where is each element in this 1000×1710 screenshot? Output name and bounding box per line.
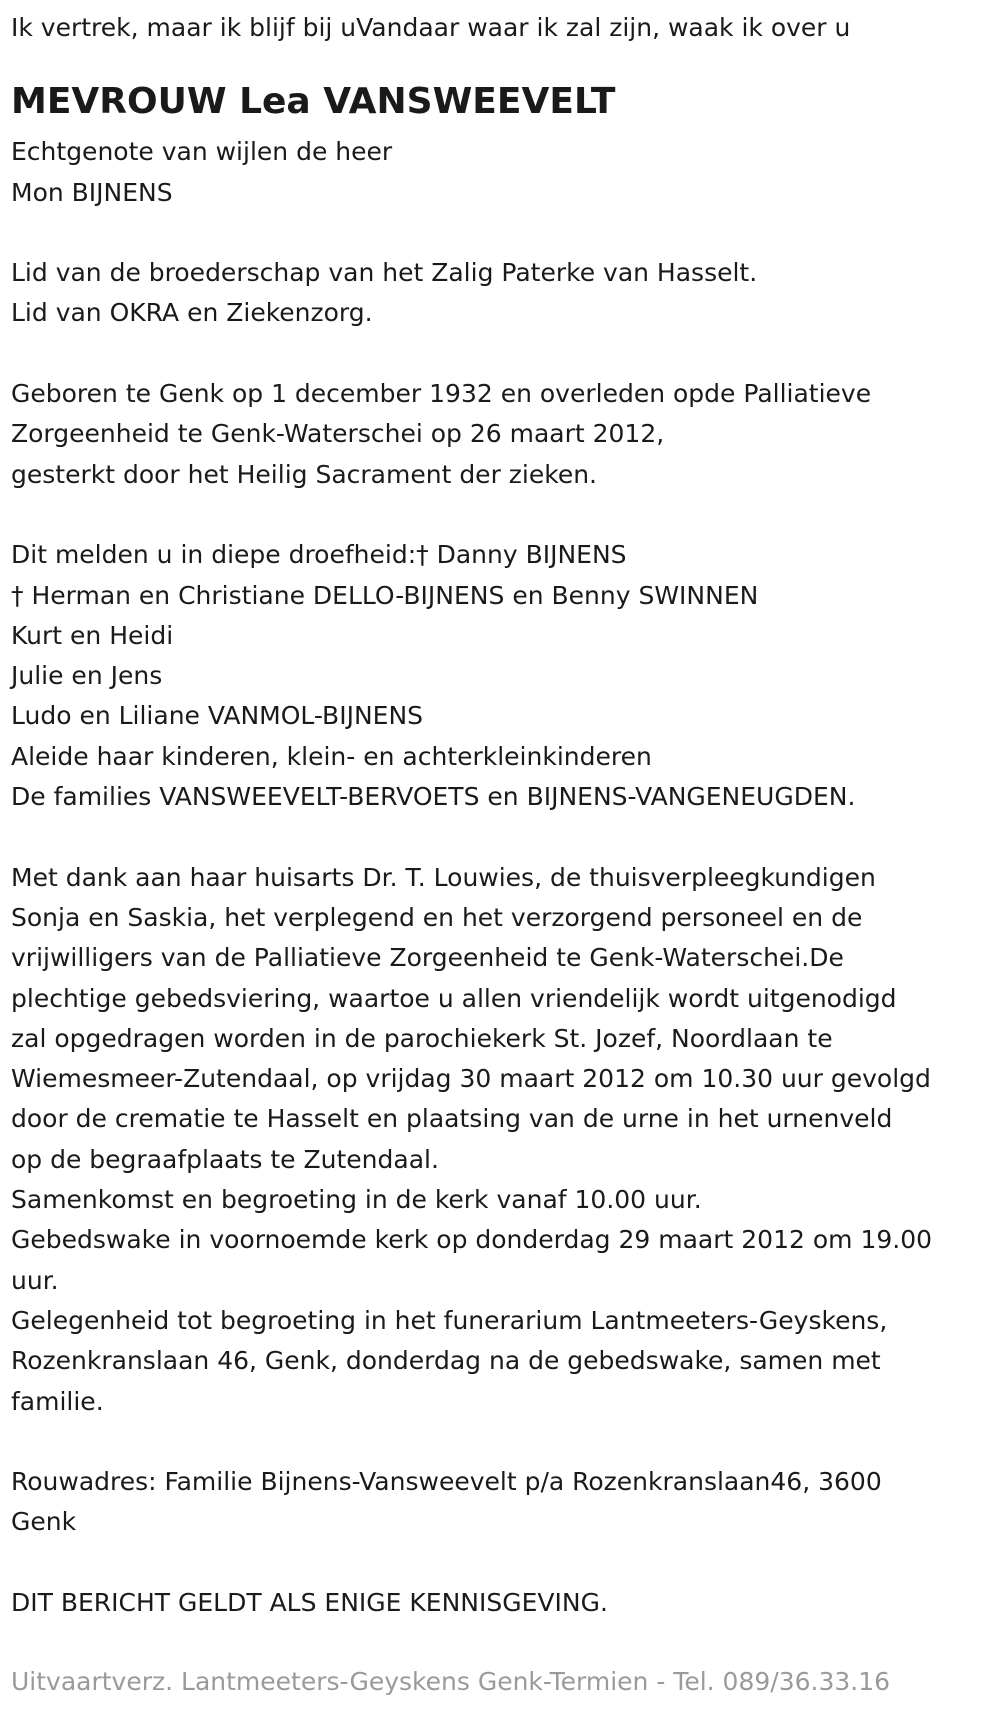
service-line: vrijwilligers van de Palliatieve Zorgeenheid te Genk-Waterschei.De xyxy=(11,943,844,973)
service-line: Wiemesmeer-Zutendaal, op vrijdag 30 maart 2012 om 10.30 uur gevolgd xyxy=(11,1064,931,1094)
membership-line: Lid van OKRA en Ziekenzorg. xyxy=(11,298,373,328)
service-line: Gebedswake in voornoemde kerk op donderdag 29 maart 2012 om 19.00 xyxy=(11,1225,933,1255)
obituary-notice xyxy=(11,8,1000,1623)
service-line: op de begraafplaats te Zutendaal. xyxy=(11,1144,439,1174)
service-line: door de crematie te Hasselt en plaatsing van de urne in het urnenveld xyxy=(11,1104,893,1134)
deceased-name: MEVROUW Lea VANSWEEVELT xyxy=(11,81,616,123)
service-line: familie. xyxy=(11,1386,104,1416)
birth-death-block xyxy=(11,374,1000,495)
birth-death-line: Geboren te Genk op 1 december 1932 en overleden opde Palliatieve xyxy=(11,379,872,409)
motto: Ik vertrek, maar ik blijf bij uVandaar waar ik zal zijn, waak ik over u xyxy=(11,13,851,42)
family-block xyxy=(11,535,1000,817)
family-line: Julie en Jens xyxy=(11,661,163,691)
spouse-line: Mon BIJNENS xyxy=(11,177,173,207)
thanks-service-block xyxy=(11,858,1000,1422)
funeral-home-footer: Uitvaartverz. Lantmeeters-Geyskens Genk-Termien - Tel. 089/36.33.16 xyxy=(11,1667,891,1696)
birth-death-line: gesterkt door het Heilig Sacrament der zieken. xyxy=(11,459,597,489)
family-line: † Herman en Christiane DELLO-BIJNENS en Benny SWINNEN xyxy=(11,580,759,610)
spacer xyxy=(11,1422,1000,1462)
memberships-block xyxy=(11,253,1000,334)
service-line: uur. xyxy=(11,1265,59,1295)
service-line: zal opgedragen worden in de parochiekerk St. Jozef, Noordlaan te xyxy=(11,1023,833,1053)
address-line: Genk xyxy=(11,1507,77,1537)
family-line: De families VANSWEEVELT-BERVOETS en BIJNENS-VANGENEUGDEN. xyxy=(11,782,856,812)
family-line: Ludo en Liliane VANMOL-BIJNENS xyxy=(11,701,424,731)
spouse-block xyxy=(11,132,1000,213)
address-block xyxy=(11,1462,1000,1543)
spouse-line: Echtgenote van wijlen de heer xyxy=(11,137,393,167)
spacer xyxy=(11,495,1000,535)
spacer xyxy=(11,334,1000,374)
spacer xyxy=(11,1543,1000,1583)
service-line: Met dank aan haar huisarts Dr. T. Louwies, de thuisverpleegkundigen xyxy=(11,862,876,892)
service-line: Sonja en Saskia, het verplegend en het verzorgend personeel en de xyxy=(11,902,863,932)
service-line: Gelegenheid tot begroeting in het funerarium Lantmeeters-Geyskens, xyxy=(11,1305,888,1335)
family-line: Dit melden u in diepe droefheid:† Danny BIJNENS xyxy=(11,540,627,570)
notice-line: DIT BERICHT GELDT ALS ENIGE KENNISGEVING. xyxy=(11,1587,608,1617)
service-line: Rozenkranslaan 46, Genk, donderdag na de gebedswake, samen met xyxy=(11,1346,881,1376)
spacer xyxy=(11,213,1000,253)
address-line: Rouwadres: Familie Bijnens-Vansweevelt p/a Rozenkranslaan46, 3600 xyxy=(11,1467,882,1497)
service-line: Samenkomst en begroeting in de kerk vanaf 10.00 uur. xyxy=(11,1185,702,1215)
service-line: plechtige gebedsviering, waartoe u allen vriendelijk wordt uitgenodigd xyxy=(11,983,897,1013)
spacer xyxy=(11,817,1000,857)
membership-line: Lid van de broederschap van het Zalig Paterke van Hasselt. xyxy=(11,258,758,288)
birth-death-line: Zorgeenheid te Genk-Waterschei op 26 maart 2012, xyxy=(11,419,665,449)
family-line: Kurt en Heidi xyxy=(11,620,174,650)
family-line: Aleide haar kinderen, klein- en achterkleinkinderen xyxy=(11,741,652,771)
